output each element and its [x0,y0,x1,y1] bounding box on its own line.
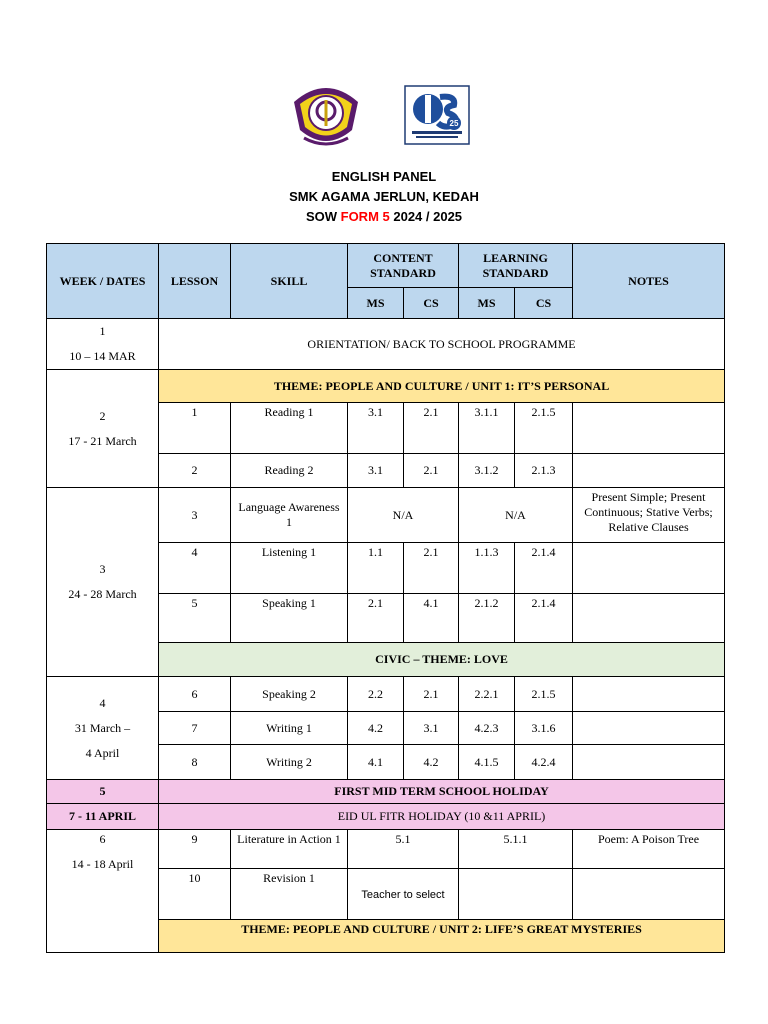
skill-cell: Literature in Action 1 [231,830,348,869]
col-learning-ms: MS [459,288,515,319]
header-sow-prefix: SOW [305,209,341,224]
learning-cs: 4.2.4 [515,745,573,780]
skill-cell: Reading 2 [231,454,348,488]
content-cs: 4.1 [404,594,459,643]
learning-ms: 2.2.1 [459,677,515,712]
lesson-number: 1 [159,403,231,454]
learning-cs: 2.1.4 [515,543,573,594]
skill-cell: Language Awareness 1 [231,488,348,543]
week-dates: 10 – 14 MAR [69,349,136,363]
learning-cs: 2.1.5 [515,403,573,454]
learning-ms: 3.1.2 [459,454,515,488]
week-dates: 17 - 21 March [68,433,137,448]
content-standard: 5.1 [348,830,459,869]
notes-cell: Poem: A Poison Tree [573,830,725,869]
holiday-note: EID UL FITR HOLIDAY (10 &11 APRIL) [159,804,725,830]
content-cs: 3.1 [404,712,459,745]
learning-standard [459,869,573,920]
col-lesson: LESSON [159,244,231,319]
notes-cell: Present Simple; Present Continuous; Stative Verbs; Relative Clauses [573,488,725,543]
lesson-number: 5 [159,594,231,643]
week-cell [47,830,159,953]
week-number: 5 [47,780,159,804]
week-cell [47,319,159,370]
week-dates: 7 - 11 APRIL [47,804,159,830]
learning-cs: 2.1.3 [515,454,573,488]
col-content-standard: CONTENT STANDARD [348,244,459,288]
learning-cs: 2.1.5 [515,677,573,712]
content-ms: 4.1 [348,745,404,780]
skill-cell: Speaking 2 [231,677,348,712]
notes-cell [573,454,725,488]
col-learning-cs: CS [515,288,573,319]
week-dates: 14 - 18 April [71,857,134,871]
lesson-number: 4 [159,543,231,594]
notes-cell [573,594,725,643]
content-ms: 2.1 [348,594,404,643]
header-school: SMK AGAMA JERLUN, KEDAH [289,189,479,204]
lesson-number: 2 [159,454,231,488]
table-row [47,804,725,830]
header-year: 2024 / 2025 [389,209,463,224]
content-ms: 2.2 [348,677,404,712]
lesson-number: 10 [159,869,231,920]
is25-badge-text: 25 [449,119,459,128]
learning-ms: 4.2.3 [459,712,515,745]
lesson-number: 9 [159,830,231,869]
content-cs: 2.1 [404,454,459,488]
col-content-cs: CS [404,288,459,319]
header-panel: ENGLISH PANEL [331,169,437,184]
table-row [47,830,725,869]
orientation-cell: ORIENTATION/ BACK TO SCHOOL PROGRAMME [159,319,725,370]
content-standard: N/A [348,488,459,543]
week-number: 1 [99,324,106,338]
week-cell [47,370,159,488]
learning-standard: N/A [459,488,573,543]
notes-cell [573,712,725,745]
learning-ms: 2.1.2 [459,594,515,643]
learning-cs: 2.1.4 [515,594,573,643]
content-ms: 3.1 [348,454,404,488]
learning-standard: 5.1.1 [459,830,573,869]
week-number: 6 [99,832,106,846]
is25-logo [404,85,470,145]
week-dates-end: 4 April [85,745,120,760]
notes-cell [573,869,725,920]
logo-bar [0,80,768,150]
skill-cell: Listening 1 [231,543,348,594]
col-learning-standard: LEARNING STANDARD [459,244,573,288]
week-dates: 24 - 28 March [68,587,137,601]
col-week-dates: WEEK / DATES [47,244,159,319]
theme-banner: THEME: PEOPLE AND CULTURE / UNIT 2: LIFE’S GREAT MYSTERIES [159,920,725,953]
content-cs: 2.1 [404,543,459,594]
week-cell [47,488,159,677]
skill-cell: Reading 1 [231,403,348,454]
sow-table [46,243,725,953]
header-form: FORM 5 [340,209,390,224]
lesson-number: 8 [159,745,231,780]
theme-banner: THEME: PEOPLE AND CULTURE / UNIT 1: IT’S PERSONAL [159,370,725,403]
content-ms: 1.1 [348,543,404,594]
learning-cs: 3.1.6 [515,712,573,745]
col-notes: NOTES [573,244,725,319]
skill-cell: Speaking 1 [231,594,348,643]
notes-cell [573,403,725,454]
content-standard: Teacher to select [348,869,459,920]
content-cs: 2.1 [404,403,459,454]
content-cs: 4.2 [404,745,459,780]
content-ms: 4.2 [348,712,404,745]
skill-cell: Revision 1 [231,869,348,920]
table-row [47,677,725,712]
lesson-number: 7 [159,712,231,745]
week-number: 4 [99,695,106,710]
content-cs: 2.1 [404,677,459,712]
notes-cell [573,745,725,780]
week-number: 2 [99,408,106,423]
table-row [47,319,725,370]
skill-cell: Writing 1 [231,712,348,745]
table-row [47,780,725,804]
week-dates-start: 31 March – [74,720,131,735]
learning-ms: 3.1.1 [459,403,515,454]
lesson-number: 6 [159,677,231,712]
content-ms: 3.1 [348,403,404,454]
table-row [47,488,725,543]
notes-cell [573,543,725,594]
school-crest-logo [286,80,366,150]
table-row [47,370,725,403]
holiday-banner: FIRST MID TERM SCHOOL HOLIDAY [159,780,725,804]
notes-cell [573,677,725,712]
civic-banner: CIVIC – THEME: LOVE [159,643,725,677]
col-content-ms: MS [348,288,404,319]
week-number: 3 [99,562,106,576]
lesson-number: 3 [159,488,231,543]
skill-cell: Writing 2 [231,745,348,780]
learning-ms: 1.1.3 [459,543,515,594]
week-cell [47,677,159,780]
header-sow [0,209,768,224]
learning-ms: 4.1.5 [459,745,515,780]
col-skill: SKILL [231,244,348,319]
